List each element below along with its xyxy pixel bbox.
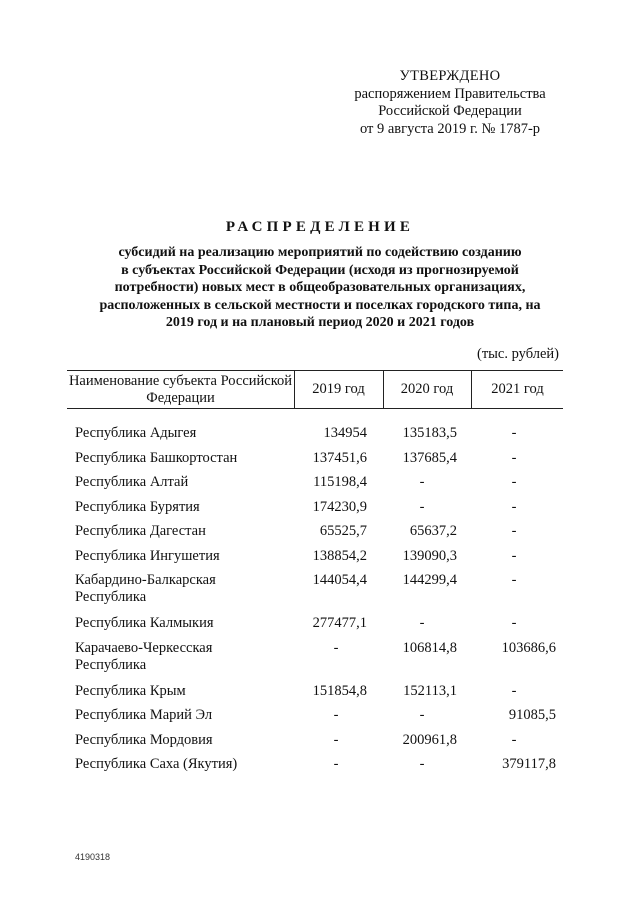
table-header-rule — [67, 408, 563, 409]
table-row — [0, 425, 640, 450]
table-row — [0, 523, 640, 548]
subject-name — [75, 572, 285, 606]
table-row — [0, 450, 640, 475]
subject-name-line: Республика Башкортостан — [75, 449, 238, 466]
table-row — [0, 499, 640, 524]
subtitle-line: в субъектах Российской Федерации (исходя из прогнозируемой — [121, 262, 519, 278]
subtitle-line: расположенных в сельской местности и поселках городского типа, на — [99, 297, 541, 313]
header-2021: 2021 год — [491, 381, 544, 397]
subject-name-line: Республика Дагестан — [75, 523, 206, 539]
approval-date: от 9 августа 2019 г. № 1787-р — [359, 120, 541, 137]
value-2019: 115198,4 — [313, 474, 367, 490]
table-row — [0, 683, 640, 708]
subject-name-line: Республика Бурятия — [75, 498, 200, 515]
subject-name-line: Кабардино-Балкарская — [75, 572, 216, 588]
subject-name — [75, 425, 285, 442]
value-2021: - — [511, 425, 517, 441]
subject-name-line: Республика Мордовия — [75, 731, 213, 748]
value-2021: - — [511, 474, 517, 490]
value-2021: - — [511, 498, 517, 515]
subject-name-line: Карачаево-Черкесская — [75, 639, 213, 656]
table-row — [0, 615, 640, 640]
subject-name-line: Республика Алтай — [75, 474, 189, 490]
table-row — [0, 548, 640, 573]
table-row — [0, 732, 640, 757]
value-2020: 65637,2 — [409, 523, 457, 539]
subject-name-line: Республика Ингушетия — [75, 547, 220, 564]
subject-name — [75, 474, 285, 491]
table-header — [67, 371, 563, 408]
approval-title: УТВЕРЖДЕНО — [399, 68, 501, 84]
subtitle-line: 2019 год и на плановый период 2020 и 2021 годов — [165, 315, 475, 331]
value-2020: 152113,1 — [403, 682, 457, 699]
value-2021: - — [511, 615, 517, 631]
value-2019: 65525,7 — [319, 523, 367, 539]
subject-name — [75, 707, 285, 724]
value-2019: 144054,4 — [312, 572, 367, 588]
header-2019: 2019 год — [312, 381, 365, 397]
subject-name-line: Республика — [75, 589, 147, 605]
table-row — [0, 756, 640, 781]
value-2021: - — [511, 449, 517, 466]
subject-name-line: Республика Калмыкия — [75, 615, 214, 631]
approval-block — [330, 68, 570, 138]
subject-name-line: Республика Крым — [75, 682, 186, 699]
value-2019: 137451,6 — [312, 449, 367, 466]
table-row — [0, 640, 640, 683]
table-body — [0, 425, 640, 781]
value-2019: 174230,9 — [312, 498, 367, 515]
subject-name — [75, 523, 285, 540]
value-2021: - — [511, 731, 517, 748]
subtitle-line: потребности) новых мест в общеобразовательных организациях, — [114, 280, 526, 296]
value-2019: - — [333, 731, 339, 748]
value-2019: - — [333, 639, 339, 656]
value-2020: 137685,4 — [402, 449, 457, 466]
subject-name-line: Республика — [75, 656, 147, 673]
table-row — [0, 707, 640, 732]
value-2019: 277477,1 — [312, 615, 367, 631]
subject-name — [75, 732, 285, 749]
value-2020: - — [419, 615, 425, 631]
document-subtitle — [60, 244, 580, 332]
units-label: (тыс. рублей) — [477, 346, 559, 362]
value-2021: 379117,8 — [502, 756, 556, 772]
subject-name — [75, 640, 285, 674]
document-heading: РАСПРЕДЕЛЕНИЕ — [225, 219, 415, 235]
value-2019: - — [333, 756, 339, 772]
header-2020: 2020 год — [400, 381, 454, 397]
table-row — [0, 474, 640, 499]
value-2019: 138854,2 — [312, 547, 367, 564]
approval-line-3: Российской Федерации — [378, 103, 522, 119]
subject-name — [75, 548, 285, 565]
value-2020: - — [419, 498, 425, 515]
value-2020: 139090,3 — [402, 547, 457, 564]
subject-name — [75, 683, 285, 700]
approval-line-2: распоряжением Правительства — [354, 85, 546, 102]
value-2019: 151854,8 — [312, 682, 367, 699]
table-row — [0, 572, 640, 615]
value-2021: - — [511, 523, 517, 539]
value-2020: 135183,5 — [402, 425, 457, 441]
value-2021: 91085,5 — [508, 707, 556, 723]
value-2021: - — [511, 682, 517, 699]
subject-name — [75, 450, 285, 467]
value-2020: - — [419, 707, 425, 723]
subject-name-line: Республика Адыгея — [75, 425, 197, 441]
subject-name — [75, 615, 285, 632]
header-subject: Наименование субъекта Российской Федерации — [68, 372, 293, 406]
value-2021: - — [511, 572, 517, 588]
value-2020: 106814,8 — [402, 639, 457, 656]
value-2020: 200961,8 — [402, 731, 457, 748]
value-2020: 144299,4 — [402, 572, 457, 588]
subject-name — [75, 499, 285, 516]
subtitle-line: субсидий на реализацию мероприятий по содействию созданию — [118, 245, 522, 260]
value-2021: - — [511, 547, 517, 564]
subject-name-line: Республика Саха (Якутия) — [75, 756, 238, 772]
value-2019: - — [333, 707, 339, 723]
value-2020: - — [419, 756, 425, 772]
document-code: 4190318 — [75, 852, 111, 862]
subject-name-line: Республика Марий Эл — [75, 707, 213, 723]
value-2021: 103686,6 — [501, 639, 556, 656]
subject-name — [75, 756, 285, 773]
value-2020: - — [419, 474, 425, 490]
value-2019: 134954 — [323, 425, 367, 441]
